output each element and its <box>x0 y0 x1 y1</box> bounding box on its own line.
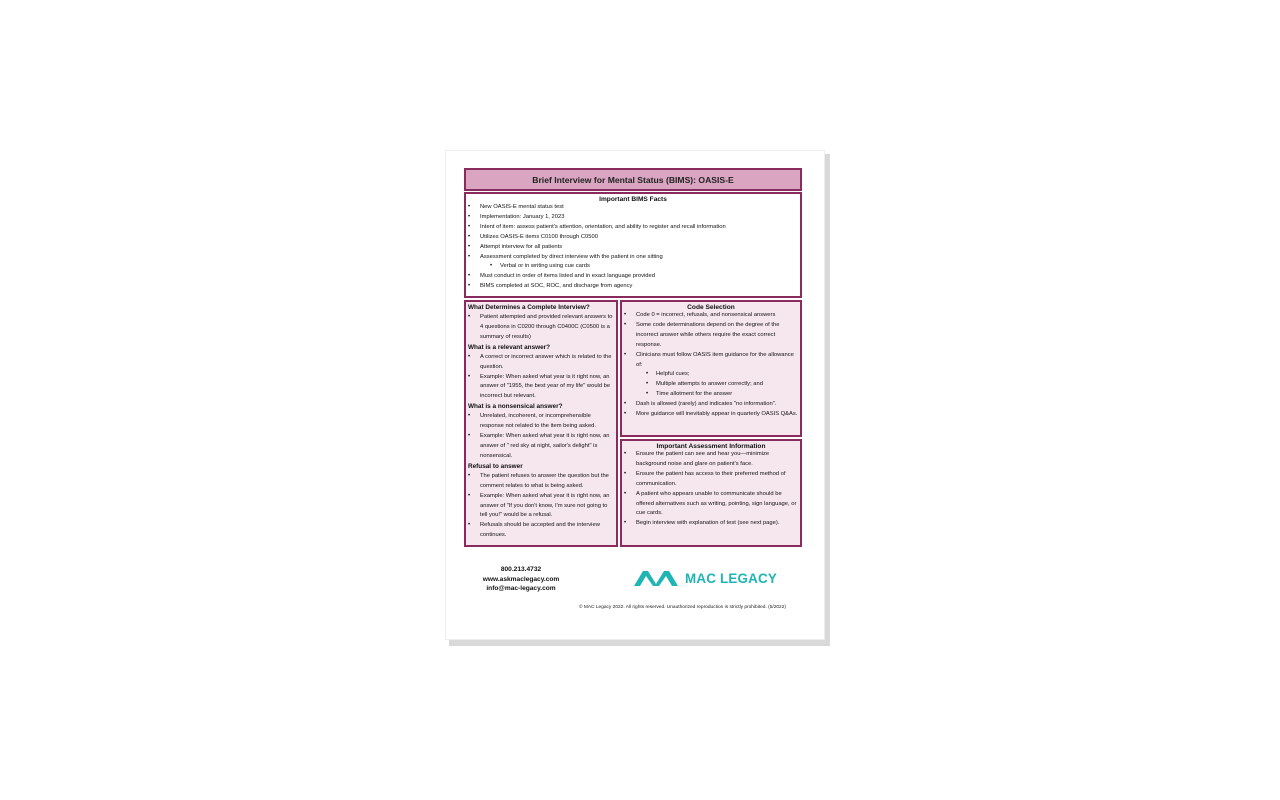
website-link[interactable]: www.askmaclegacy.com <box>482 575 560 583</box>
list-item: • Example: When asked what year it is right now, an answer of " red sky at night, sailor's delight" is nonsensical. <box>466 432 616 462</box>
facts-item: • Implementation: January 1, 2023 <box>466 213 800 223</box>
list-item: • Example: When asked what year is it right now, an answer of "1955, the best year of my life" would be incorrect but relevant. <box>466 373 616 403</box>
list-item: • Unrelated, incoherent, or incomprehensible response not related to the item being asked. <box>466 412 616 432</box>
contact-info <box>476 565 566 594</box>
facts-item: • Utilizes OASIS-E items C0100 through C0500 <box>466 233 800 243</box>
nonsensical-answer-heading: What is a nonsensical answer? <box>468 403 563 411</box>
facts-subitem: • Verbal or in writing using cue cards <box>466 262 800 272</box>
list-item: • A correct or incorrect answer which is related to the question. <box>466 353 616 373</box>
list-subitem: • Helpful cues; <box>622 370 800 380</box>
facts-item: • Attempt interview for all patients <box>466 243 800 253</box>
list-item: • Code 0 = incorrect, refusals, and nonsensical answers <box>622 311 800 321</box>
list-item: • A patient who appears unable to communicate should be offered alternatives such as writing, pointing, sign language, or cue cards. <box>622 490 800 520</box>
list-item: • Begin interview with explanation of test (see next page). <box>622 519 800 529</box>
list-item: • Clinicians must follow OASIS item guidance for the allowance of: <box>622 351 800 371</box>
list-item: • More guidance will inevitably appear in quarterly OASIS Q&As. <box>622 410 800 420</box>
phone-number: 800.213.4732 <box>500 566 542 573</box>
list-item: • Example: When asked what year it is right now, an answer of "If you don't know, I'm sure not going to tell you!" would be a refusal. <box>466 492 616 522</box>
list-item: • Ensure the patient has access to their preferred method of communication. <box>622 470 800 490</box>
code-selection-box <box>620 300 802 437</box>
assessment-info-box <box>620 439 802 547</box>
list-subitem: • Time allotment for the answer <box>622 390 800 400</box>
complete-interview-heading: What Determines a Complete Interview? <box>468 304 590 311</box>
email-link[interactable]: info@mac-legacy.com <box>486 585 556 593</box>
logo-mark-icon <box>632 568 680 588</box>
assessment-info-heading: Important Assessment Information <box>656 443 766 450</box>
mac-legacy-logo <box>632 567 782 589</box>
list-subitem: • Multiple attempts to answer correctly; and <box>622 380 800 390</box>
important-facts-box <box>464 192 802 298</box>
facts-heading: Important BIMS Facts <box>599 196 667 203</box>
facts-list <box>466 203 800 292</box>
list-item: • Ensure the patient can see and hear you—minimize background noise and glare on patient's face. <box>622 450 800 470</box>
facts-item: • New OASIS-E mental status test <box>466 203 800 213</box>
interview-guidance-box <box>464 300 618 547</box>
list-item: • Some code determinations depend on the degree of the incorrect answer while others require the exact correct response. <box>622 321 800 351</box>
copyright-notice: © MAC Legacy 2022. All rights reserved. Unauthorized reproduction is strictly prohibited. (5/2022) <box>579 605 786 610</box>
document-title: Brief Interview for Mental Status (BIMS): OASIS-E <box>464 168 802 191</box>
refusal-heading: Refusal to answer <box>468 462 523 470</box>
brand-name: MAC LEGACY <box>685 570 778 586</box>
facts-item: • Assessment completed by direct interview with the patient in one sitting <box>466 253 800 263</box>
facts-item: • BIMS completed at SOC, ROC, and discharge from agency <box>466 282 800 292</box>
list-item: • Dash is allowed (rarely) and indicates "no information". <box>622 400 800 410</box>
list-item: • Patient attempted and provided relevant answers to 4 questions in C0200 through C0400C (C0500 is a summary of results) <box>466 313 616 343</box>
relevant-answer-heading: What is a relevant answer? <box>468 343 551 351</box>
facts-item: • Must conduct in order of items listed and in exact language provided <box>466 272 800 282</box>
list-item: • The patient refuses to answer the question but the comment relates to what is being asked. <box>466 472 616 492</box>
code-selection-heading: Code Selection <box>687 304 735 311</box>
list-item: • Refusals should be accepted and the interview continues. <box>466 521 616 541</box>
document-page <box>445 150 825 640</box>
facts-item: • Intent of item: assess patient's attention, orientation, and ability to register and recall information <box>466 223 800 233</box>
